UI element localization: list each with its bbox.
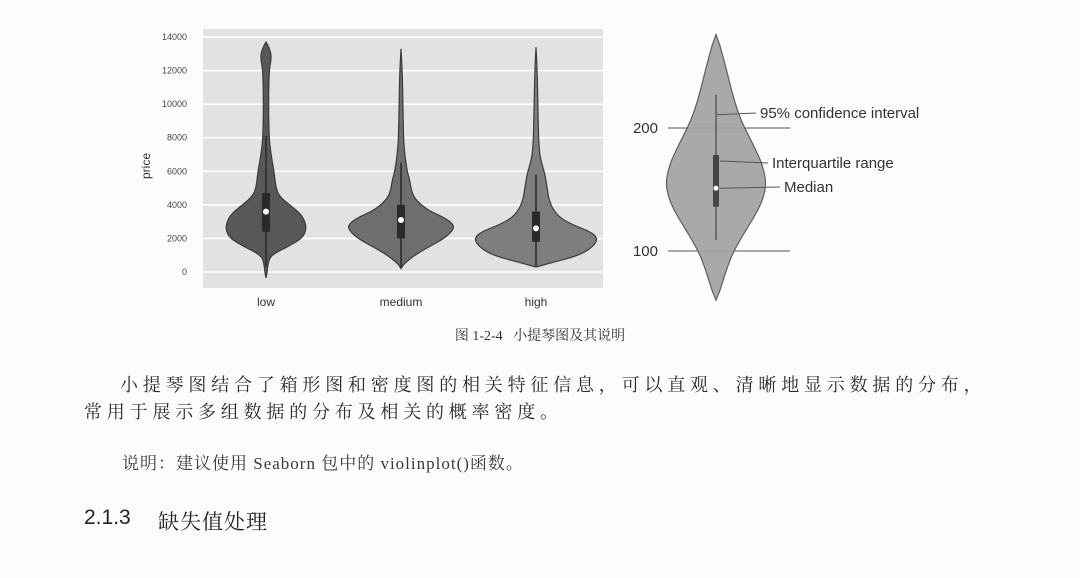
y-tick-label: 2000 [166,233,187,244]
figure-caption: 图 1-2-4 小提琴图及其说明 [454,329,626,344]
section-title: 缺失值处理 [158,511,268,534]
y-tick-label: 8000 [166,132,187,143]
violin-plot [162,29,603,309]
x-tick-label: low [256,295,276,309]
y-tick-label: 12000 [161,65,187,76]
y-tick-label: 10000 [161,99,187,110]
median-dot [714,186,719,191]
interquartile-box [713,155,719,207]
y-tick-label: 14000 [161,32,187,42]
y-tick-label: 6000 [166,166,187,177]
x-tick-label: high [524,295,548,309]
annotation-label: Interquartile range [772,155,894,172]
note-text: 说明：建议使用 Seaborn 包中的 violinplot()函数。 [122,454,524,473]
annotation-label: 95% confidence interval [760,105,920,122]
y-tick-label: 100 [632,243,658,260]
paragraph-line: 常用于展示多组数据的分布及相关的概率密度。 [84,402,563,422]
annotation-label: Median [784,179,834,196]
y-tick-label: 200 [632,120,658,137]
section-number: 2.1.3 [84,506,131,529]
violin-explanation-diagram [633,35,919,301]
median-dot-high [533,225,539,231]
x-tick-label: medium [379,295,423,309]
y-axis-label: price [139,152,153,180]
y-tick-label: 0 [181,267,187,277]
y-tick-label: 4000 [166,199,187,210]
median-dot-medium [398,217,404,223]
paragraph-line: 小提琴图结合了箱形图和密度图的相关特征信息，可以直观、清晰地显示数据的分布， [120,375,987,395]
median-dot-low [263,209,269,215]
